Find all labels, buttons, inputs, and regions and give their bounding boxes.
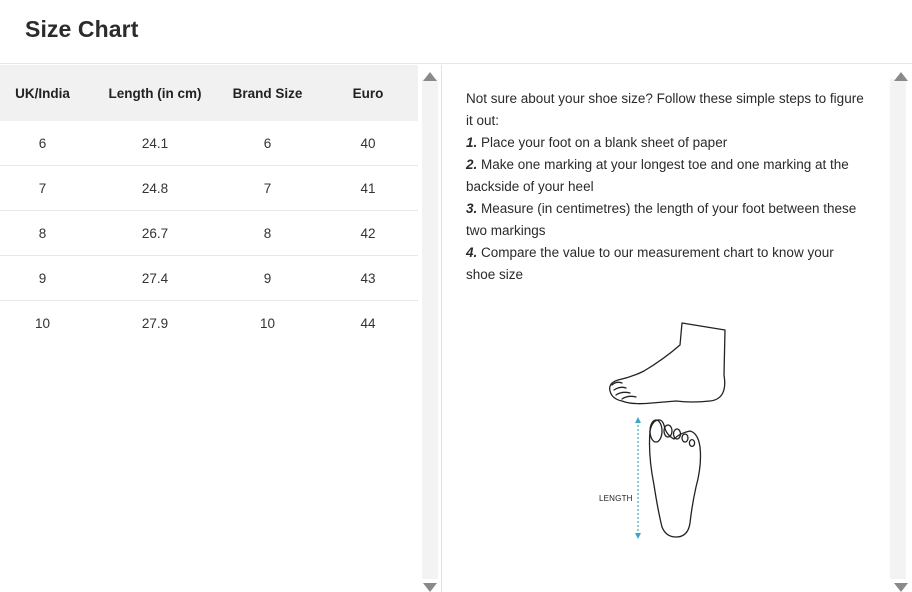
step-text: Make one marking at your longest toe and one marking at the backside of your heel <box>466 157 849 194</box>
step-text: Measure (in centimetres) the length of your foot between these two markings <box>466 201 857 238</box>
length-label: LENGTH <box>599 494 633 503</box>
column-header-euro: Euro <box>310 65 418 121</box>
instructions-text <box>466 88 866 286</box>
instruction-step <box>466 198 866 242</box>
instructions-scrollbar[interactable] <box>888 65 912 592</box>
table-row <box>0 256 418 301</box>
table-header-row <box>0 65 418 121</box>
cell-euro: 40 <box>310 121 418 166</box>
cell-uk-india: 10 <box>34 315 51 331</box>
cell-brand-size: 7 <box>225 166 310 211</box>
cell-euro: 42 <box>310 211 418 256</box>
step-number: 4. <box>466 245 478 260</box>
table-row <box>0 166 418 211</box>
instructions-pane <box>442 65 888 592</box>
size-table <box>0 65 418 345</box>
cell-brand-size: 8 <box>225 211 310 256</box>
table-row <box>0 301 418 346</box>
instruction-step <box>466 154 866 198</box>
cell-euro: 44 <box>360 315 376 331</box>
instructions-scrollbar-thumb[interactable] <box>890 79 906 579</box>
triangle-down-icon[interactable] <box>423 583 437 592</box>
foot-sole-icon <box>650 420 701 537</box>
column-header-uk-india: UK/India <box>0 65 85 121</box>
cell-euro: 43 <box>310 256 418 301</box>
page-header <box>0 0 912 64</box>
step-number: 3. <box>466 201 478 216</box>
cell-euro: 41 <box>310 166 418 211</box>
step-number: 1. <box>466 135 478 150</box>
cell-length: 24.8 <box>85 166 225 211</box>
table-row <box>0 211 418 256</box>
cell-uk-india: 7 <box>0 166 85 211</box>
length-arrow-icon <box>635 417 641 539</box>
triangle-down-icon[interactable] <box>894 583 908 592</box>
cell-brand-size: 6 <box>225 121 310 166</box>
foot-side-view-icon <box>610 323 725 404</box>
table-scrollbar[interactable] <box>418 65 442 592</box>
cell-uk-india: 8 <box>0 211 85 256</box>
column-header-brand-size: Brand Size <box>225 65 310 121</box>
instruction-step <box>466 242 866 286</box>
cell-brand-size: 9 <box>225 256 310 301</box>
column-header-length: Length (in cm) <box>85 65 225 121</box>
cell-brand-size: 10 <box>259 315 276 331</box>
cell-length: 26.7 <box>85 211 225 256</box>
triangle-up-icon[interactable] <box>423 72 437 81</box>
instructions-intro: Not sure about your shoe size? Follow these simple steps to figure it out: <box>466 91 864 128</box>
cell-length: 27.4 <box>85 256 225 301</box>
cell-length: 24.1 <box>85 121 225 166</box>
triangle-up-icon[interactable] <box>894 72 908 81</box>
cell-uk-india: 9 <box>0 256 85 301</box>
step-text: Place your foot on a blank sheet of paper <box>481 135 728 150</box>
step-text: Compare the value to our measurement chart to know your shoe size <box>466 245 834 282</box>
cell-length: 27.9 <box>141 315 169 331</box>
instruction-step <box>466 132 866 154</box>
foot-measurement-svg <box>592 315 732 545</box>
foot-measurement-illustration <box>592 315 732 550</box>
cell-uk-india: 6 <box>0 121 85 166</box>
size-table-pane <box>0 65 418 592</box>
page-title: Size Chart <box>25 16 139 42</box>
step-number: 2. <box>466 157 478 172</box>
table-scrollbar-thumb[interactable] <box>422 79 438 579</box>
table-row <box>0 121 418 166</box>
